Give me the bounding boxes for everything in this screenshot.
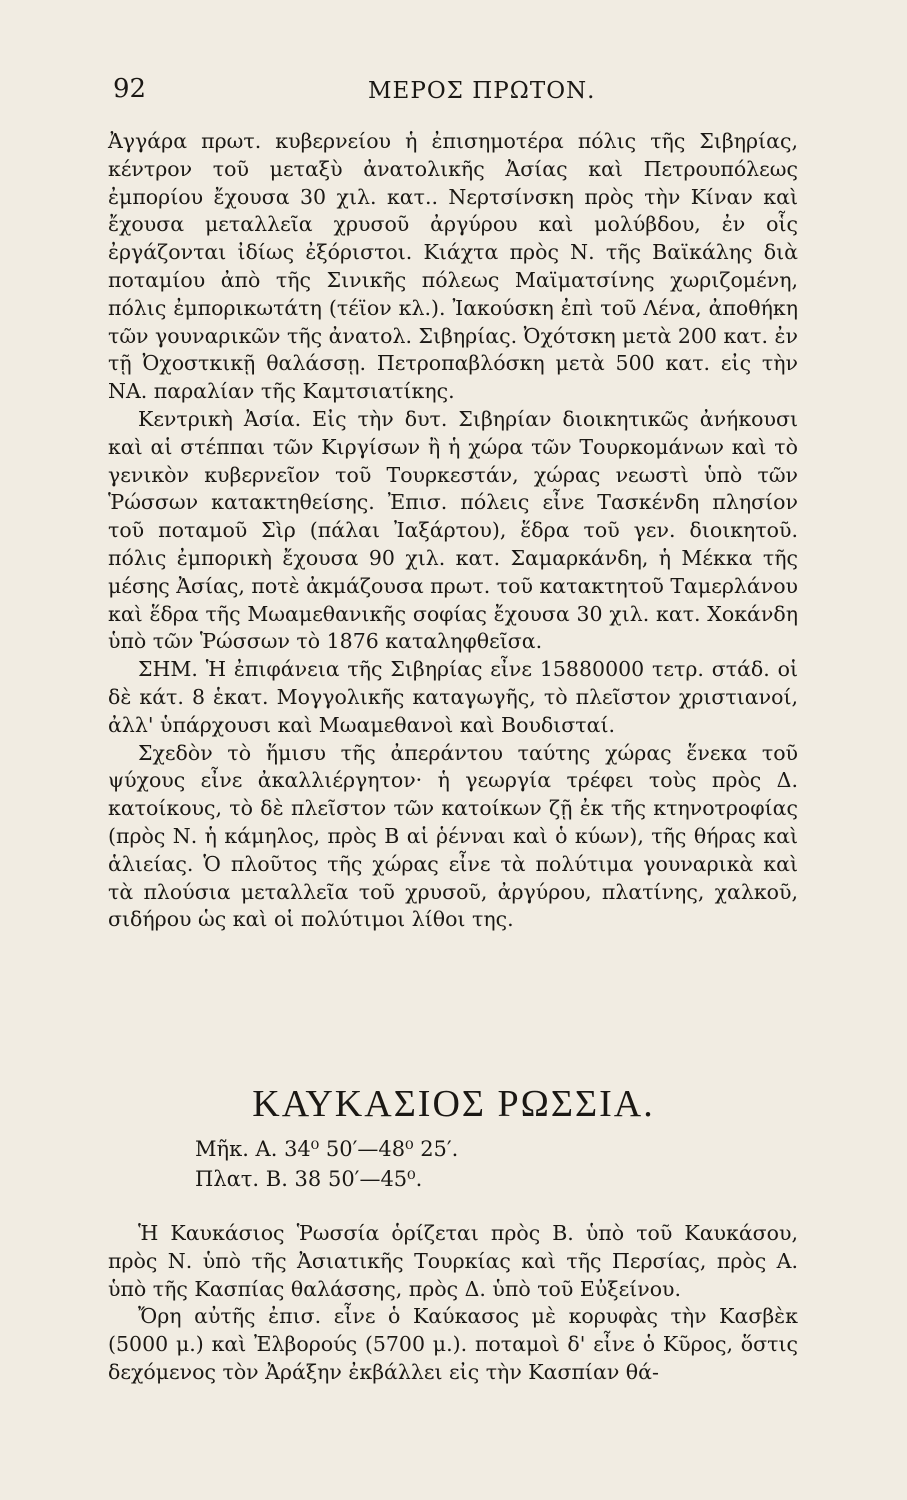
section-title: ΚΑΥΚΑΣΙΟΣ ΡΩΣΣΙΑ. bbox=[252, 1083, 655, 1125]
paragraph-central-asia: Κεντρικὴ Ἀσία. Εἰς τὴν δυτ. Σιβηρίαν διοικητικῶς ἀνήκουσι καὶ αἱ στέππαι τῶν Κιργίσων ἢ ἡ χώρα τῶν Τουρκομάνων καὶ τὸ γενικὸν κυβερνεῖον τοῦ Τουρκεστάν, χώρας νεωστὶ ὑπὸ τῶν Ῥώσσων κατακτηθείσης. Ἐπισ. πόλεις εἶνε Τασκένδη πλησίον τοῦ ποταμοῦ Σὶρ (πάλαι Ἰαξάρτου), ἕδρα τοῦ γεν. διοικητοῦ. πόλις ἐμπορικὴ ἔχουσα 90 χιλ. κατ. Σαμαρκάνδη, ἡ Μέκκα τῆς μέσης Ἀσίας, ποτὲ ἀκμάζουσα πρωτ. τοῦ κατακτητοῦ Ταμερλάνου καὶ ἕδρα τῆς Μωαμεθανικῆς σοφίας ἔχουσα 30 χιλ. κατ. Χοκάνδη ὑπὸ τῶν Ῥώσσων τὸ 1876 καταληφθεῖσα. bbox=[108, 406, 799, 654]
page-number: 92 bbox=[113, 74, 147, 104]
running-title: ΜΕΡΟΣ ΠΡΩΤΟΝ. bbox=[368, 78, 596, 104]
section-text bbox=[108, 1220, 798, 1387]
paragraph-economy: Σχεδὸν τὸ ἥμισυ τῆς ἀπεράντου ταύτης χώρας ἕνεκα τοῦ ψύχους εἶνε ἀκαλλιέργητον· ἡ γεωργία τρέφει τοὺς πρὸς Δ. κατοίκους, τὸ δὲ πλεῖστον τῶν κατοίκων ζῇ ἐκ τῆς κτηνοτροφίας (πρὸς Ν. ἡ κάμηλος, πρὸς Β αἱ ῥένναι καὶ ὁ κύων), τῆς θήρας καὶ ἁλιείας. Ὁ πλοῦτος τῆς χώρας εἶνε τὰ πολύτιμα γουναρικὰ καὶ τὰ πλούσια μεταλλεῖα τοῦ χρυσοῦ, ἀργύρου, πλατίνης, χαλκοῦ, σιδήρου ὡς καὶ οἱ πολύτιμοι λίθοι της. bbox=[108, 740, 798, 932]
section-coordinates bbox=[195, 1134, 458, 1194]
page-header bbox=[0, 74, 907, 114]
longitude-line: Μῆκ. Α. 34⁰ 50′—48⁰ 25′. bbox=[195, 1137, 459, 1161]
paragraph-siberia-cities: Ἀγγάρα πρωτ. κυβερνείου ἡ ἐπισημοτέρα πόλις τῆς Σιβηρίας, κέντρον τοῦ μεταξὺ ἀνατολικῆς Ἀσίας καὶ Πετρουπόλεως ἐμπορίου ἔχουσα 30 χιλ. κατ.. Νερτσίνσκη πρὸς τὴν Κίναν καὶ ἔχουσα μεταλλεῖα χρυσοῦ ἀργύρου καὶ μολύβδου, ἐν οἷς ἐργάζονται ἰδίως ἐξόριστοι. Κιάχτα πρὸς Ν. τῆς Βαϊκάλης διὰ ποταμίου ἀπὸ τῆς Σινικῆς πόλεως Μαϊματσίνης χωριζομένη, πόλις ἐμπορικωτάτη (τέϊον κλ.). Ἰακούσκη ἐπὶ τοῦ Λένα, ἀποθήκη τῶν γουναρικῶν τῆς ἀνατολ. Σιβηρίας. Ὀχότσκη μετὰ 200 κατ. ἐν τῇ Ὀχοστκικῇ θαλάσσῃ. Πετροπαβλόσκη μετὰ 500 κατ. εἰς τὴν ΝΑ. παραλίαν τῆς Καμτσιατίκης. bbox=[108, 129, 798, 404]
latitude-line: Πλατ. Β. 38 50′—45⁰. bbox=[195, 1167, 423, 1191]
paragraph-mountains-rivers: Ὄρη αὐτῆς ἐπισ. εἶνε ὁ Καύκασος μὲ κορυφὰς τὴν Κασβὲκ (5000 μ.) καὶ Ἐλβορούς (5700 μ.). ποταμοὶ δ' εἶνε ὁ Κῦρος, ὅστις δεχόμενος τὸν Ἀράξην ἐκβάλλει εἰς τὴν Κασπίαν θά- bbox=[108, 1304, 798, 1384]
paragraph-borders: Ἡ Καυκάσιος Ῥωσσία ὁρίζεται πρὸς Β. ὑπὸ τοῦ Καυκάσου, πρὸς Ν. ὑπὸ τῆς Ἀσιατικῆς Τουρκίας καὶ τῆς Περσίας, πρὸς Α. ὑπὸ τῆς Κασπίας θαλάσσης, πρὸς Δ. ὑπὸ τοῦ Εὐξείνου. bbox=[108, 1221, 798, 1301]
paragraph-note: ΣΗΜ. Ἡ ἐπιφάνεια τῆς Σιβηρίας εἶνε 15880000 τετρ. στάδ. οἱ δὲ κάτ. 8 ἑκατ. Μογγολικῆς καταγωγῆς, τὸ πλεῖστον χριστιανοί, ἀλλ' ὑπάρχουσι καὶ Μωαμεθανοὶ καὶ Βουδισταί. bbox=[108, 657, 798, 737]
main-text bbox=[108, 128, 798, 934]
